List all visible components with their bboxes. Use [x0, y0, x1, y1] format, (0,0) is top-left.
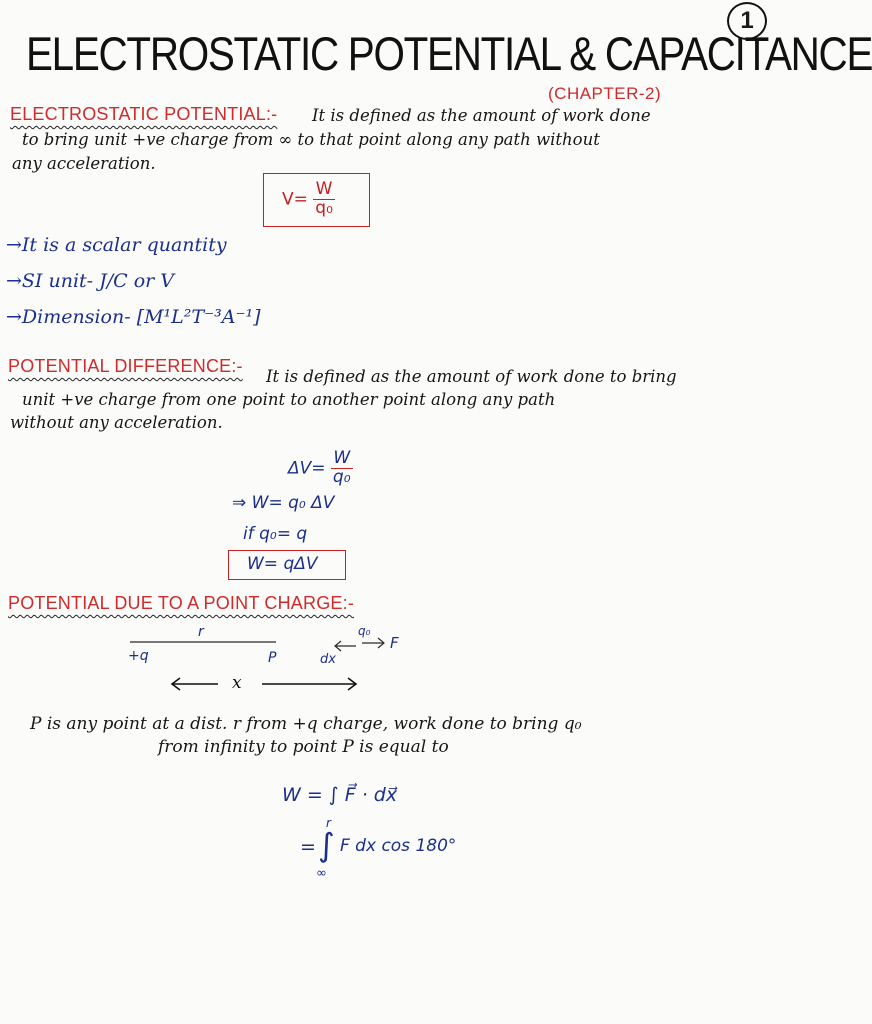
bullet-dimension: →Dimension- [M¹L²T⁻³A⁻¹]	[6, 306, 261, 328]
integral-sign-icon: ∫	[318, 826, 335, 864]
work-equation-1: W = ∫ F⃗ · dx⃗	[282, 784, 398, 806]
page-number: 1	[727, 2, 767, 40]
definition-line-1: It is defined as the amount of work done	[312, 106, 651, 125]
diagram-x-label: x	[232, 673, 242, 693]
page-title: ELECTROSTATIC POTENTIAL & CAPACITANCE	[26, 27, 872, 80]
bullet-si-unit: →SI unit- J/C or V	[6, 270, 175, 292]
formula-lhs: V=	[282, 189, 308, 210]
pd-equation-4: W= qΔV	[247, 554, 318, 574]
diagram-charge-label: +q	[128, 648, 149, 664]
definition-line-2: to bring unit +ve charge from ∞ to that point along any path without	[22, 130, 600, 149]
heading-electrostatic-potential: ELECTROSTATIC POTENTIAL:-	[10, 104, 278, 124]
definition-line-3: any acceleration.	[12, 154, 156, 173]
diagram-r-label: r	[198, 624, 204, 640]
diagram-dx-label: dx	[320, 652, 336, 667]
pd-equation-3: if q₀= q	[243, 524, 308, 544]
integral-lower-limit: ∞	[316, 866, 327, 881]
diagram-q0-label: q₀	[358, 624, 371, 638]
bullet-scalar: →It is a scalar quantity	[6, 234, 227, 256]
pd-definition-line-1: It is defined as the amount of work done to bring	[266, 367, 677, 386]
chapter-label: (CHAPTER-2)	[548, 84, 662, 103]
integral-upper-limit: r	[326, 816, 331, 830]
diagram-force-label: F	[390, 634, 399, 652]
heading-potential-difference: POTENTIAL DIFFERENCE:-	[8, 356, 243, 376]
pd-definition-line-2: unit +ve charge from one point to another point along any path	[22, 390, 556, 409]
work-equation-2-body: F dx cos 180°	[340, 836, 457, 856]
pd-eq1-lhs: ΔV=	[288, 458, 326, 479]
pd-eq1-denominator: q₀	[332, 466, 351, 487]
pd-definition-line-3: without any acceleration.	[10, 413, 223, 432]
pd-equation-2: ⇒ W= q₀ ΔV	[232, 493, 335, 513]
formula-denominator: q₀	[315, 197, 333, 218]
point-charge-text-1: P is any point at a dist. r from +q charge, work done to bring q₀	[30, 714, 582, 734]
formula-numerator: W	[313, 181, 335, 200]
point-charge-text-2: from infinity to point P is equal to	[158, 737, 449, 757]
work-equation-2-prefix: =	[300, 836, 316, 858]
pd-eq1-numerator: W	[331, 450, 353, 469]
diagram-point-label: P	[268, 650, 277, 666]
heading-point-charge: POTENTIAL DUE TO A POINT CHARGE:-	[8, 593, 355, 613]
